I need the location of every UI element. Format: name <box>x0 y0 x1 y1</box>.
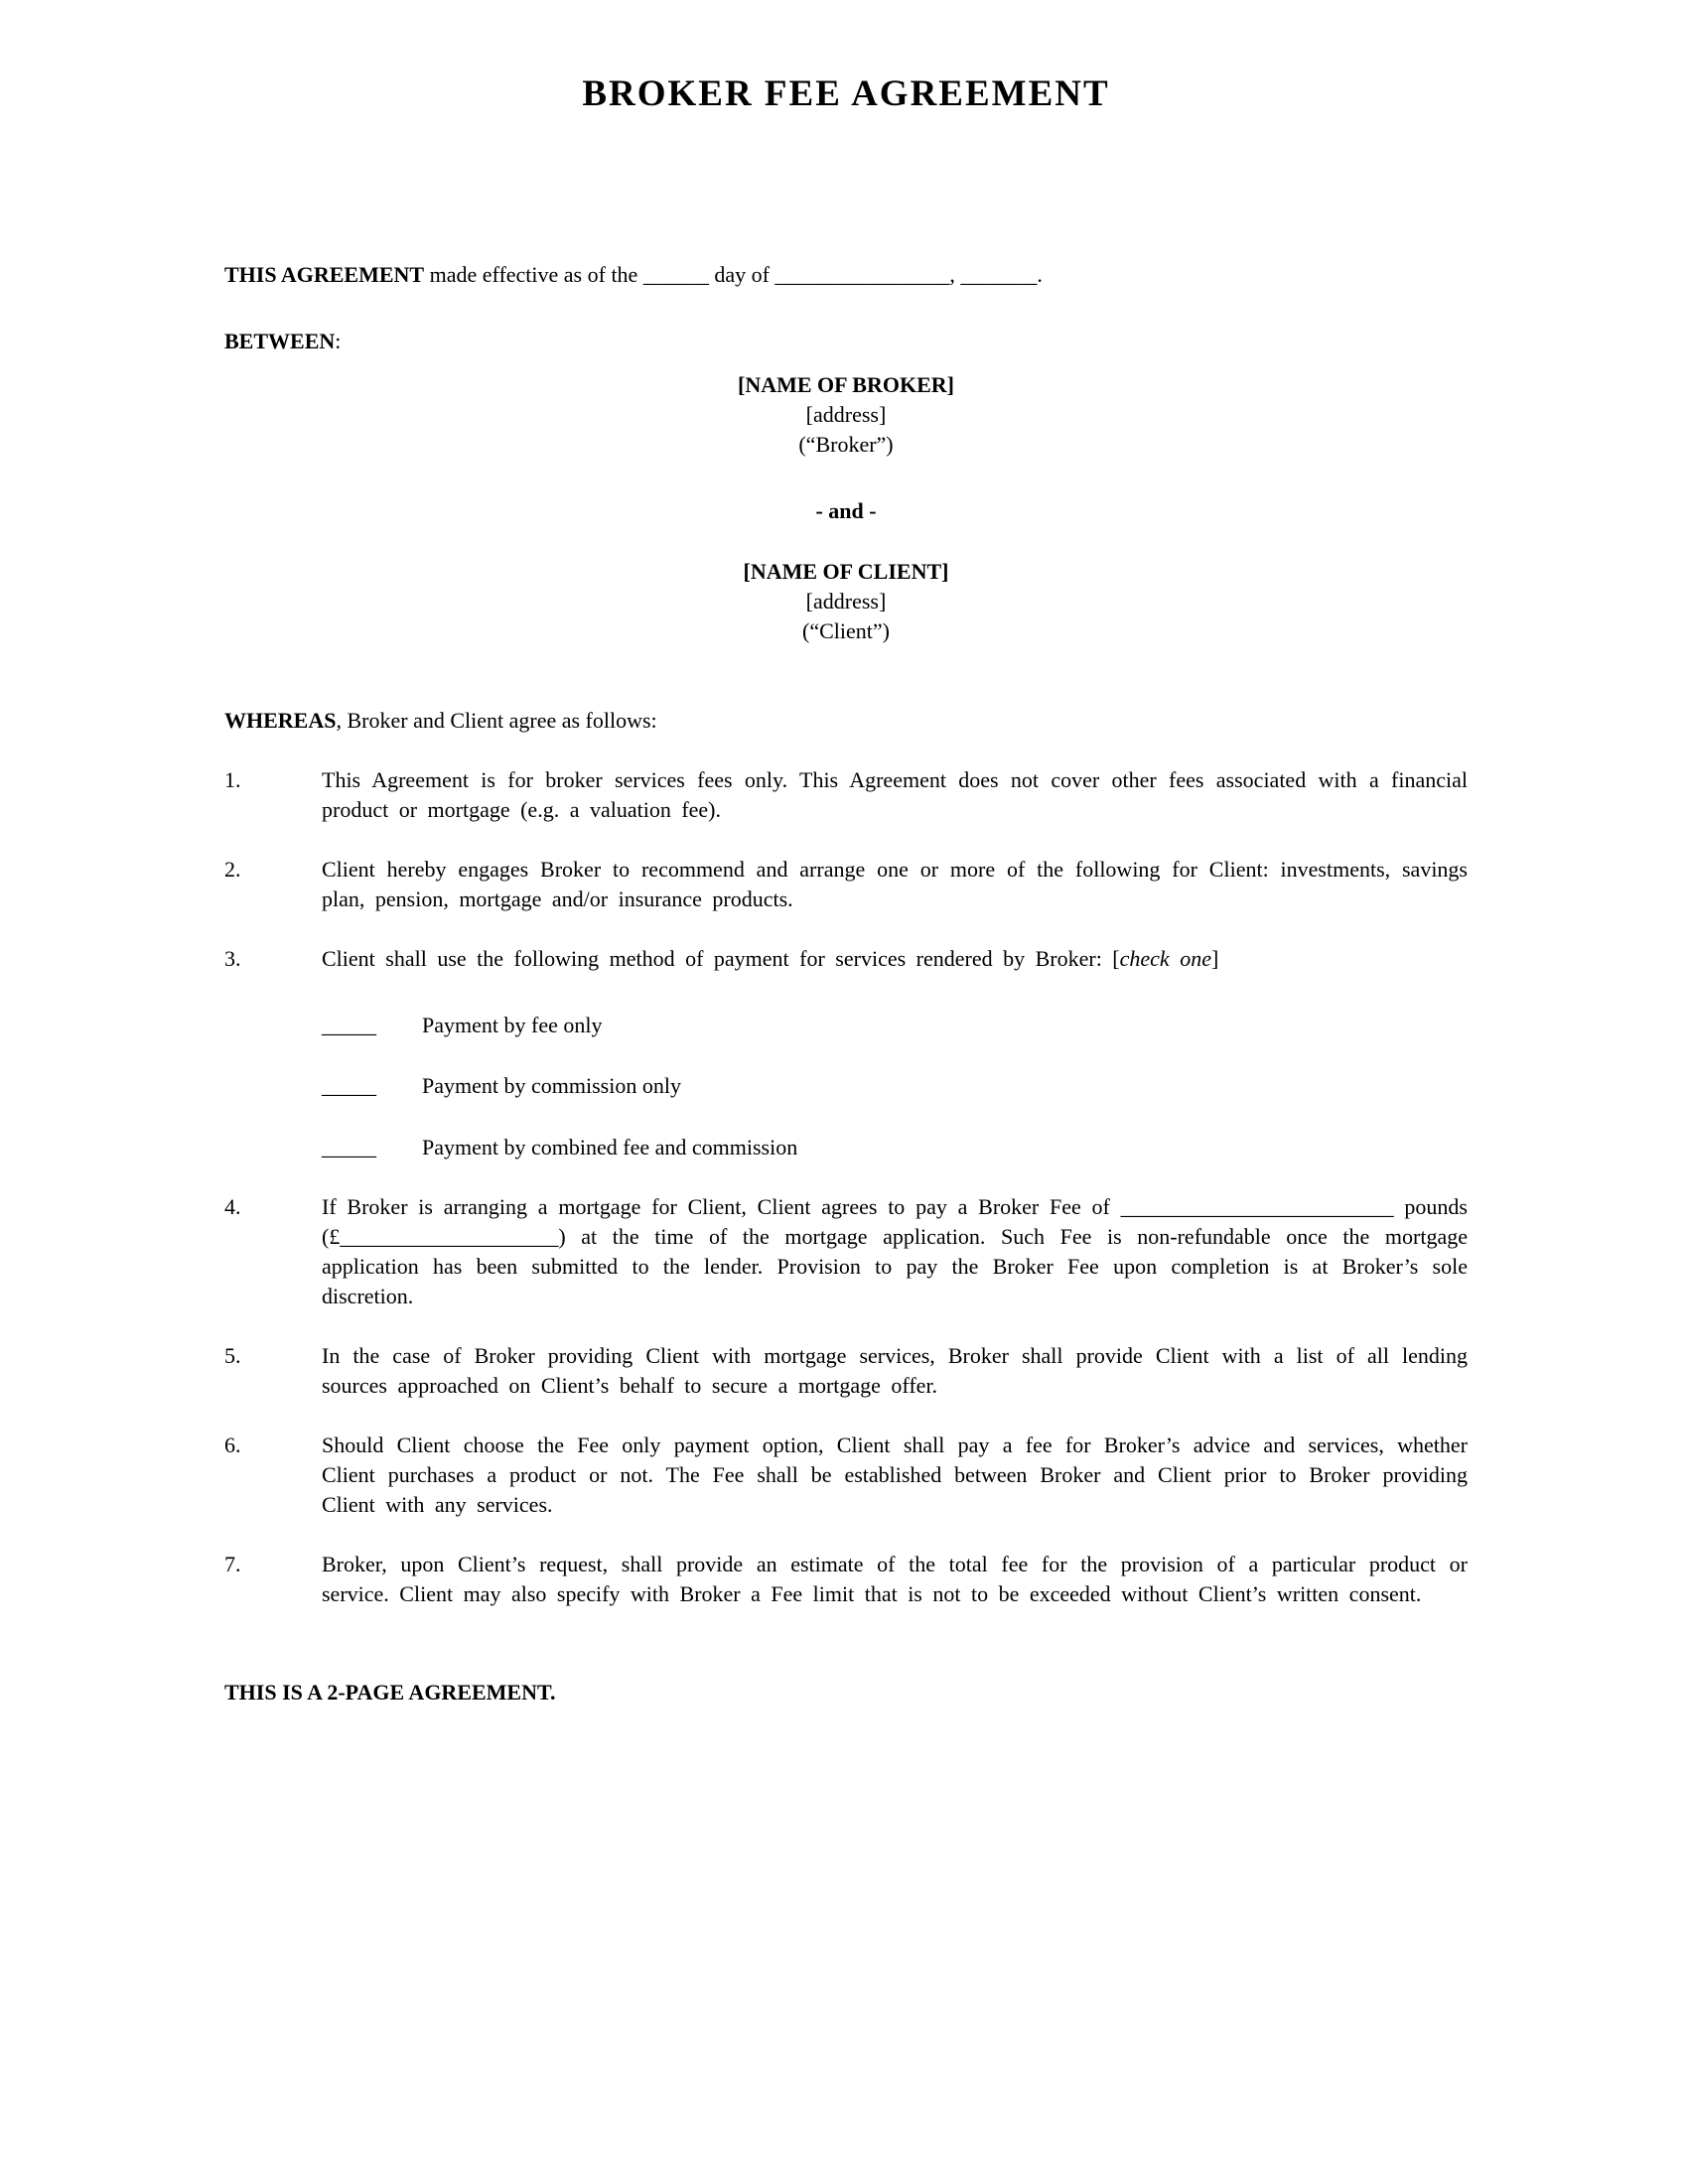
document-title: BROKER FEE AGREEMENT <box>582 73 1110 114</box>
clause-5 <box>224 1341 1468 1401</box>
clause-number: 4. <box>224 1194 241 1219</box>
between-label: BETWEEN <box>224 329 336 353</box>
clause-text: Broker, upon Client’s request, shall provide an estimate of the total fee for the provision of a particular product or service. Client may also specify with Broker a Fee limit that is not to be exceeded without Client’s written consent. <box>322 1552 1468 1606</box>
payment-option-blank: _____ <box>322 1135 376 1160</box>
effective-lead: THIS AGREEMENT <box>224 262 425 287</box>
clause-number: 1. <box>224 767 241 792</box>
clause-text: This Agreement is for broker services fees only. This Agreement does not cover other fees associated with a financial product or mortgage (e.g. a valuation fee). <box>322 767 1468 822</box>
between-line <box>224 327 1468 356</box>
clause-7 <box>224 1550 1468 1609</box>
between-colon: : <box>335 329 342 353</box>
clause-2 <box>224 855 1468 914</box>
client-name: [NAME OF CLIENT] <box>743 559 949 584</box>
clause-3 <box>224 944 1468 1162</box>
clause-text <box>322 944 1468 1162</box>
whereas-text: , Broker and Client agree as follows: <box>336 708 657 733</box>
payment-option-label: Payment by commission only <box>422 1073 681 1098</box>
payment-option-commission-only <box>322 1071 1468 1101</box>
year-blank: _______ <box>960 262 1038 287</box>
clause-number: 6. <box>224 1433 241 1457</box>
broker-address: [address] <box>805 402 887 427</box>
client-address: [address] <box>805 589 887 614</box>
clause-text: In the case of Broker providing Client with mortgage services, Broker shall provide Client with a list of all lending sources approached on Client’s behalf to secure a mortgage offer. <box>322 1343 1468 1398</box>
clause-1 <box>224 765 1468 825</box>
effective-middle-text: day of <box>708 262 775 287</box>
clause-4 <box>224 1192 1468 1311</box>
payment-option-label: Payment by combined fee and commission <box>422 1135 798 1160</box>
broker-party-block <box>224 370 1468 460</box>
payment-option-blank: _____ <box>322 1073 376 1098</box>
broker-alias: (“Broker”) <box>798 432 894 457</box>
payment-option-blank: _____ <box>322 1013 376 1037</box>
month-blank: ________________ <box>774 262 950 287</box>
effective-text: made effective as of the <box>424 262 643 287</box>
clause-6 <box>224 1431 1468 1520</box>
client-party-block <box>224 557 1468 646</box>
closing-note: THIS IS A 2-PAGE AGREEMENT. <box>224 1680 556 1705</box>
clause-3-text-end: ] <box>1210 946 1219 971</box>
payment-option-combined <box>322 1133 1468 1162</box>
broker-name: [NAME OF BROKER] <box>738 372 954 397</box>
whereas-lead: WHEREAS <box>224 708 337 733</box>
payment-option-fee-only <box>322 1011 1468 1040</box>
effective-date-line <box>224 260 1468 290</box>
clause-text: If Broker is arranging a mortgage for Client, Client agrees to pay a Broker Fee of _________________________ pounds (£____________________) at the time of the mortgage application. Such Fee is non-refundable once the mortgage application has been submitted to the lender. Provision to pay the Broker Fee upon completion is at Broker’s sole discretion. <box>322 1194 1468 1308</box>
whereas-line <box>224 706 1468 736</box>
clause-number: 3. <box>224 946 241 971</box>
clause-number: 7. <box>224 1552 241 1576</box>
and-separator: - and - <box>815 498 877 523</box>
day-blank: ______ <box>642 262 709 287</box>
effective-period: . <box>1037 262 1043 287</box>
clause-text: Should Client choose the Fee only payment option, Client shall pay a fee for Broker’s advice and services, whether Client purchases a product or not. The Fee shall be established between Broker and Client prior to Broker providing Client with any services. <box>322 1433 1468 1517</box>
check-one-note: check one <box>1119 946 1211 971</box>
effective-comma: , <box>949 262 961 287</box>
clause-3-text: Client shall use the following method of payment for services rendered by Broker: [ <box>322 946 1120 971</box>
clause-number: 5. <box>224 1343 241 1368</box>
clause-number: 2. <box>224 857 241 882</box>
client-alias: (“Client”) <box>802 618 890 643</box>
clause-text: Client hereby engages Broker to recommend and arrange one or more of the following for Client: investments, savings plan, pension, mortgage and/or insurance products. <box>322 857 1468 911</box>
payment-option-label: Payment by fee only <box>422 1013 603 1037</box>
